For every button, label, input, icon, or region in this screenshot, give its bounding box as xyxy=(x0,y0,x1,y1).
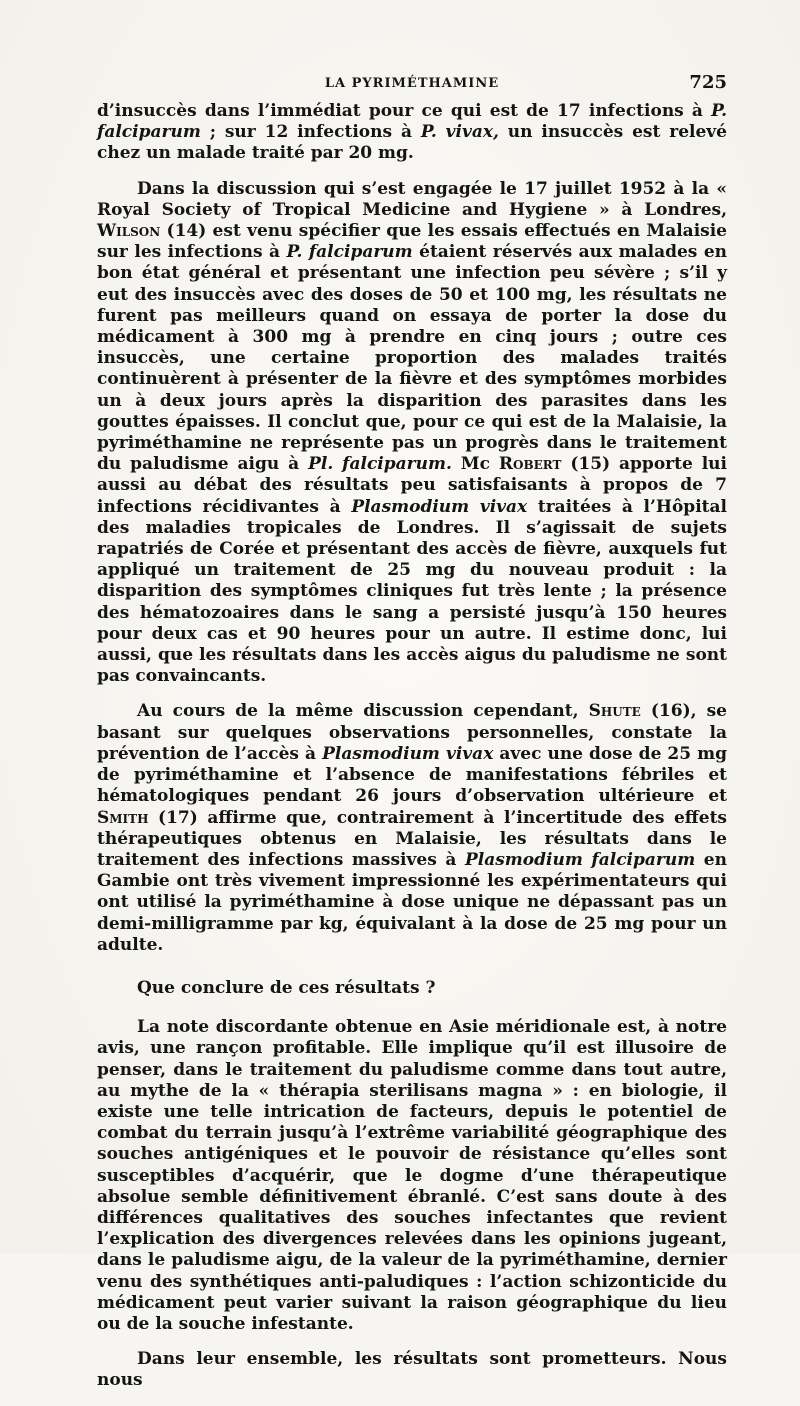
text-segment: Que conclure de ces résultats ? xyxy=(137,977,436,998)
italic-term: P. falciparum xyxy=(286,242,413,263)
paragraph xyxy=(97,1349,727,1391)
body-text xyxy=(97,101,727,1406)
text-segment: La note discordante obtenue en Asie méridionale est, à notre avis, une rançon profitable. Elle implique qu’il est illusoire de penser, dans le traitement du paludisme comme dans tout autre, au mythe de la « thérapia sterilisans magna » : en biologie, il existe une telle intrication de facteurs, depuis le potentiel de combat du terrain jusqu’à l’extrême variabilité géographique des souches antigéniques et le pouvoir de résistance qu’elles sont susceptibles d’acquérir, que le dogme d’une thérapeutique absolue semble définitivement ébranlé. C’est sans doute à des différences qualitatives des souches infectantes que revient l’explication des divergences relevées dans les opinions jugeant, dans le paludisme aigu, de la valeur de la pyriméthamine, dernier venu des synthétiques anti-paludiques : l’action schizonticide du médicament peut varier suivant la raison géographique du lieu ou de la souche infestante. xyxy=(97,1017,727,1334)
text-segment: étaient réservés aux malades en bon état général et présentant une infection peu sévère ; s’il y eut des insuccès avec des doses de 50 et 100 mg, les résultats ne furent pas meilleurs quand on essaya de porter la dose du médicament à 300 mg à prendre en cinq jours ; outre ces insuccès, une certaine proportion des malades traités continuèrent à présenter de la fièvre et des symptômes morbides un à deux jours après la disparition des parasites dans les gouttes épaisses. Il conclut que, pour ce qui est de la Malaisie, la pyriméthamine ne représente pas un progrès dans le traitement du paludisme aigu à xyxy=(97,242,728,475)
text-segment: traitées à l’Hôpital des maladies tropicales de Londres. Il s’agissait de sujets rapatriés de Corée et présentant des accès de fièvre, auxquels fut appliqué un traitement de 25 mg du nouveau produit : la disparition des symptômes cliniques fut très lente ; la présence des hématozoaires dans le sang a persisté jusqu’à 150 heures pour deux cas et 90 heures pour un autre. Il estime donc, lui aussi, que les résultats dans les accès aigus du paludisme ne sont pas convaincants. xyxy=(97,496,727,687)
author-name: Shute xyxy=(588,701,641,722)
text-segment: Mc xyxy=(451,454,499,475)
paragraph xyxy=(97,101,727,165)
italic-term: Plasmodium vivax xyxy=(351,496,528,517)
section-question xyxy=(97,978,727,999)
text-segment: avec une dose de 25 mg de pyriméthamine et l’absence de manifestations fébriles et hématologiques pendant 26 jours d’observation ultérieure et xyxy=(97,743,727,807)
author-name: Smith xyxy=(97,807,149,828)
text-segment: en Gambie ont très vivement impressionné les expérimentateurs qui ont utilisé la pyriméthamine à dose unique ne dépassant pas un demi-milligramme par kg, équivalant à la dose de 25 mg pour un adulte. xyxy=(97,849,727,955)
italic-term: Plasmodium falciparum xyxy=(464,849,696,870)
running-title: LA PYRIMÉTHAMINE xyxy=(324,76,500,91)
text-segment: Dans leur ensemble, les résultats sont prometteurs. Nous nous xyxy=(97,1349,727,1391)
text-segment: un insuccès est relevé chez un malade traité par 20 mg. xyxy=(97,122,727,164)
author-name: Robert xyxy=(498,454,562,475)
page-header xyxy=(97,72,727,98)
text-segment: ; sur 12 infections à xyxy=(200,122,421,143)
text-segment: (15) apporte lui aussi au débat des résultats peu satisfaisants à propos de 7 infections récidivantes à xyxy=(97,454,727,517)
italic-term: P. falciparum xyxy=(97,101,727,143)
text-segment: (16), se basant sur quelques observations personnelles, constate la prévention de l’accès à xyxy=(97,701,727,764)
text-segment: Dans la discussion qui s’est engagée le 17 juillet 1952 à la « Royal Society of Tropical Medicine and Hygiene » à Londres, xyxy=(97,178,727,220)
page-number: 725 xyxy=(689,72,727,93)
text-segment: (14) est venu spécifier que les essais effectués en Malaisie sur les infections à xyxy=(97,221,727,263)
text-segment: (17) affirme que, contrairement à l’incertitude des effets thérapeutiques obtenus en Malaisie, les résultats dans le traitement des infections massives à xyxy=(97,807,727,870)
italic-term: Plasmodium vivax xyxy=(322,743,494,764)
text-segment: d’insuccès dans l’immédiat pour ce qui est de 17 infections à xyxy=(97,101,712,121)
author-name: Wilson xyxy=(97,221,161,242)
italic-term: Pl. falciparum. xyxy=(308,454,452,475)
paragraph xyxy=(97,701,727,955)
text-segment: Au cours de la même discussion cependant, xyxy=(137,701,589,722)
paragraph xyxy=(97,179,727,688)
italic-term: P. vivax, xyxy=(420,122,499,143)
paragraph xyxy=(97,1017,727,1335)
